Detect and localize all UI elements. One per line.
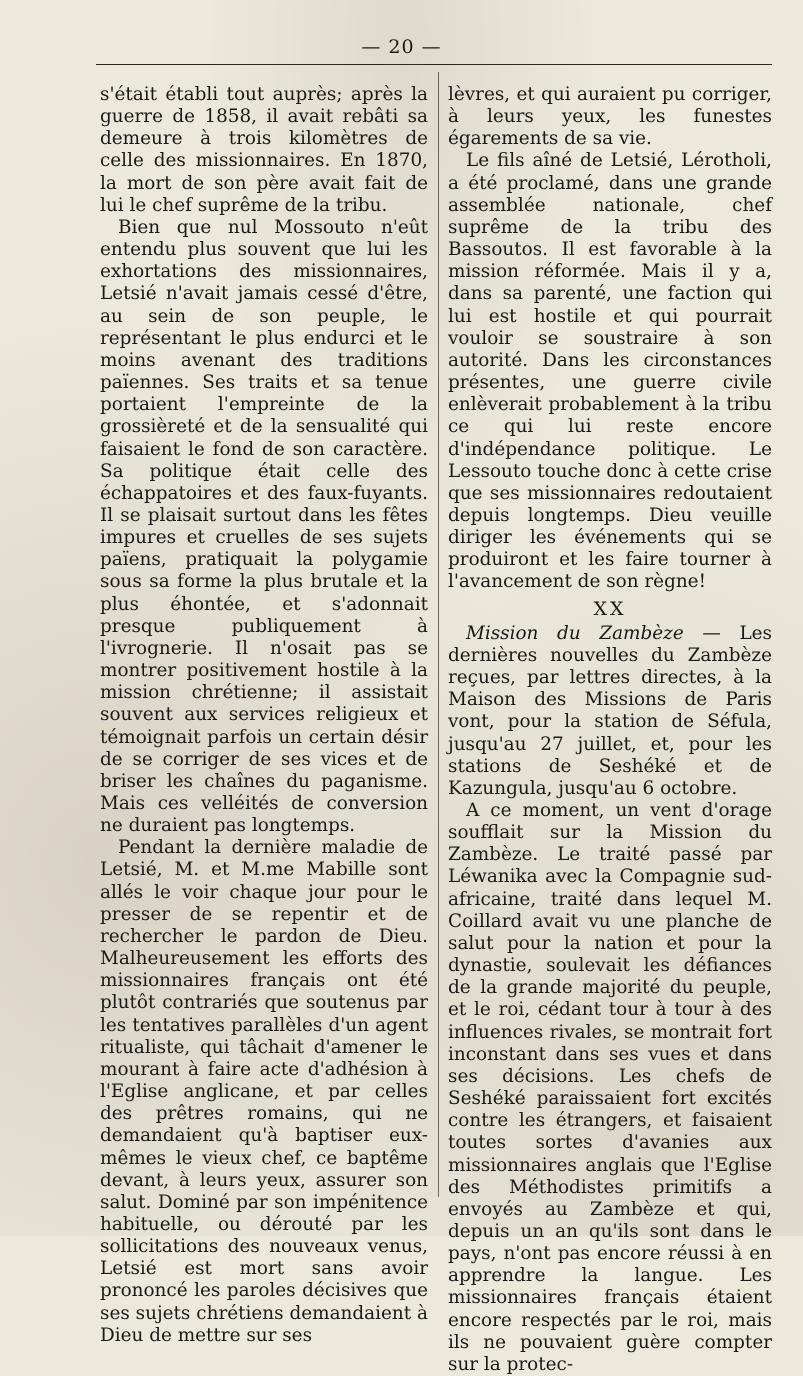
right-paragraph-1: lèvres, et qui auraient pu corriger, à leurs yeux, les funestes égarements de sa vie. xyxy=(448,84,772,150)
column-divider xyxy=(438,72,439,1197)
left-paragraph-2: Bien que nul Mossouto n'eût entendu plus souvent que lui les exhortations des missionnaires, Letsié n'avait jamais cessé d'être, au sein de son peuple, le représentant le plus endurci et le moins avenant des traditions païennes. Ses traits et sa tenue portaient l'empreinte de la grossièreté et de la sensualité qui faisaient le fond de son caractère. Sa politique était celle des échappatoires et des faux-fuyants. Il se plaisait surtout dans les fêtes impures et cruelles de ses sujets païens, pratiquait la polygamie sous sa forme la plus brutale et la plus éhontée, et s'adonnait presque publiquement à l'ivrognerie. Il n'osait pas se montrer positivement hostile à la mission chrétienne; il assistait souvent aux services religieux et témoignait parfois un certain désir de se corriger de ses vices et de briser les chaînes du paganisme. Mais ces velléités de conversion ne duraient pas longtemps. xyxy=(100,216,428,837)
page-number: — 20 — xyxy=(361,36,442,58)
section-body: Les dernières nouvelles du Zambèze reçues, par lettres directes, à la Maison des Missions de Paris vont, pour la station de Séfula, jusqu'au 27 juillet, et, pour les stations de Seshéké et de Kazungula, jusqu'au 6 octobre. xyxy=(448,622,772,799)
section-dash: — xyxy=(683,622,740,644)
right-paragraph-2: Le fils aîné de Letsié, Lérotholi, a été proclamé, dans une grande assemblée nationale, chef suprême de la tribu des Bassoutos. Il est favorable à la mission réformée. Mais il y a, dans sa parenté, une faction qui lui est hostile et qui pourrait vouloir se soustraire à son autorité. Dans les circonstances présentes, une guerre civile enlèverait probablement à la tribu ce qui lui reste encore d'indépendance politique. Le Lessouto touche donc à cette crise que ses missionnaires redoutaient depuis longtemps. Dieu veuille diriger les événements qui se produiront et les faire tourner à l'avancement de son règne! xyxy=(448,150,773,593)
left-paragraph-3: Pendant la dernière maladie de Letsié, M. et M.me Mabille sont allés le voir chaque jour pour le presser de se repentir et de rechercher le pardon de Dieu. Malheureusement les efforts des missionnaires français ont été plutôt contrariés que soutenus par les tentatives parallèles d'un agent ritualiste, qui tâchait d'amener le mourant à faire acte d'adhésion à l'Eglise anglicane, et par celles des prêtres romains, qui ne demandaient qu'à baptiser eux-mêmes le vieux chef, ce baptême devant, à leurs yeux, assurer son salut. Dominé par son impénitence habituelle, ou dérouté par les sollicitations des nouveaux venus, Letsié est mort sans avoir prononcé les paroles décisives que ses sujets chrétiens demandaient à Dieu de mettre sur ses xyxy=(100,837,428,1346)
left-column xyxy=(100,84,428,1347)
right-column xyxy=(448,84,772,1376)
section-title: Mission du Zambèze xyxy=(466,622,684,644)
left-paragraph-1: s'était établi tout auprès; après la guerre de 1858, il avait rebâti sa demeure à trois kilomètres de celle des missionnaires. En 1870, la mort de son père avait fait de lui le chef suprême de la tribu. xyxy=(100,84,428,216)
right-paragraph-4: A ce moment, un vent d'orage soufflait sur la Mission du Zambèze. Le traité passé par Léwanika avec la Compagnie sud-africaine, traité dans lequel M. Coillard avait vu une planche de salut pour la nation et pour la dynastie, soulevait les défiances de la grande majorité du peuple, et le roi, cédant tour à tour à des influences rivales, se montrait fort inconstant dans ses vues et dans ses décisions. Les chefs de Seshéké paraissaient fort excités contre les étrangers, et faisaient toutes sortes d'avanies aux missionnaires anglais que l'Eglise des Méthodistes primitifs a envoyés au Zambèze et qui, depuis un an qu'ils sont dans le pays, n'ont pas encore réussi à en apprendre la langue. Les missionnaires français étaient encore respectés par le roi, mais ils ne pouvaient guère compter sur la protec- xyxy=(448,800,772,1375)
section-mark: XX xyxy=(593,597,627,620)
header-rule xyxy=(96,64,772,65)
right-paragraph-3 xyxy=(448,623,772,800)
